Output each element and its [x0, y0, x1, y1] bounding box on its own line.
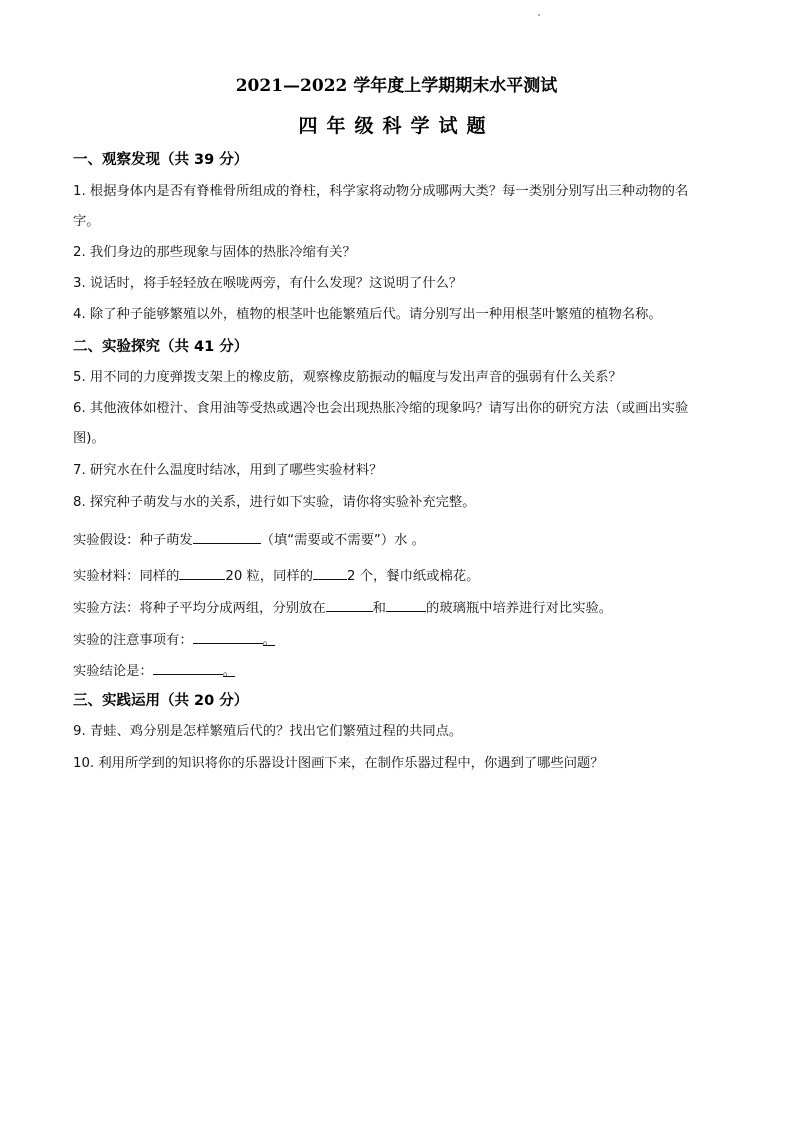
- notes-end: 。: [262, 633, 276, 648]
- question-1-line-1: 1. 根据身体内是否有脊椎骨所组成的脊柱，科学家将动物分成哪两大类？每一类别分别写出三种动物的名: [73, 184, 689, 199]
- method-mid: 和: [372, 601, 386, 616]
- exam-title: 2021—2022 学年度上学期期末水平测试: [235, 76, 558, 96]
- materials-mid-1: 20 粒，同样的: [225, 569, 314, 584]
- notes-blank[interactable]: [193, 630, 263, 644]
- question-7: 7. 研究水在什么温度时结冰，用到了哪些实验材料？: [73, 463, 383, 478]
- question-6-line-1: 6. 其他液体如橙汁、食用油等受热或遇冷也会出现热胀冷缩的现象吗？请写出你的研究方法（或画出实验: [73, 401, 689, 416]
- experiment-conclusion: [73, 661, 733, 681]
- section-heading-2: 二、实验探究（共 41 分）: [73, 339, 249, 355]
- experiment-notes: [73, 630, 733, 650]
- question-9: 9. 青蛙、鸡分别是怎样繁殖后代的？找出它们繁殖过程的共同点。: [73, 724, 463, 739]
- question-10: 10. 利用所学到的知识将你的乐器设计图画下来，在制作乐器过程中，你遇到了哪些问题？: [73, 756, 604, 771]
- question-6-line-2: 图)。: [73, 431, 105, 446]
- conclusion-end: 。: [222, 664, 237, 679]
- method-blank-1[interactable]: [326, 598, 373, 612]
- conclusion-blank[interactable]: [153, 661, 223, 675]
- hypothesis-suffix: （填“需要或不需要”）水 。: [260, 533, 425, 548]
- experiment-hypothesis: [73, 530, 733, 550]
- materials-blank-2[interactable]: [313, 566, 347, 580]
- conclusion-prefix: 实验结论是：: [73, 664, 153, 679]
- method-prefix: 实验方法：将种子平均分成两组，分别放在: [73, 601, 326, 616]
- materials-prefix: 实验材料：同样的: [73, 569, 180, 584]
- question-8: 8. 探究种子萌发与水的关系，进行如下实验，请你将实验补充完整。: [73, 495, 476, 510]
- question-4: 4. 除了种子能够繁殖以外，植物的根茎叶也能繁殖后代。请分别写出一种用根茎叶繁殖的植物名称。: [73, 307, 662, 322]
- method-suffix: 的玻璃瓶中培养进行对比实验。: [425, 601, 613, 616]
- materials-mid-2: 2 个，餐巾纸或棉花。: [347, 569, 480, 584]
- section-heading-1: 一、观察发现（共 39 分）: [73, 152, 249, 168]
- exam-subtitle: 四年级科学试题: [298, 115, 495, 137]
- method-blank-2[interactable]: [386, 598, 426, 612]
- hypothesis-prefix: 实验假设：种子萌发: [73, 533, 193, 548]
- question-2: 2. 我们身边的那些现象与固体的热胀冷缩有关？: [73, 245, 356, 260]
- experiment-method: [73, 598, 733, 618]
- question-5: 5. 用不同的力度弹拨支架上的橡皮筋，观察橡皮筋振动的幅度与发出声音的强弱有什么关系？: [73, 370, 622, 385]
- scan-speck: [538, 14, 540, 16]
- materials-blank-1[interactable]: [179, 566, 225, 580]
- hypothesis-blank[interactable]: [193, 530, 261, 544]
- experiment-materials: [73, 566, 733, 586]
- notes-prefix: 实验的注意事项有：: [73, 633, 193, 648]
- question-3: 3. 说话时，将手轻轻放在喉咙两旁，有什么发现？这说明了什么？: [73, 276, 463, 291]
- question-1-line-2: 字。: [73, 214, 100, 229]
- section-heading-3: 三、实践运用（共 20 分）: [73, 693, 249, 709]
